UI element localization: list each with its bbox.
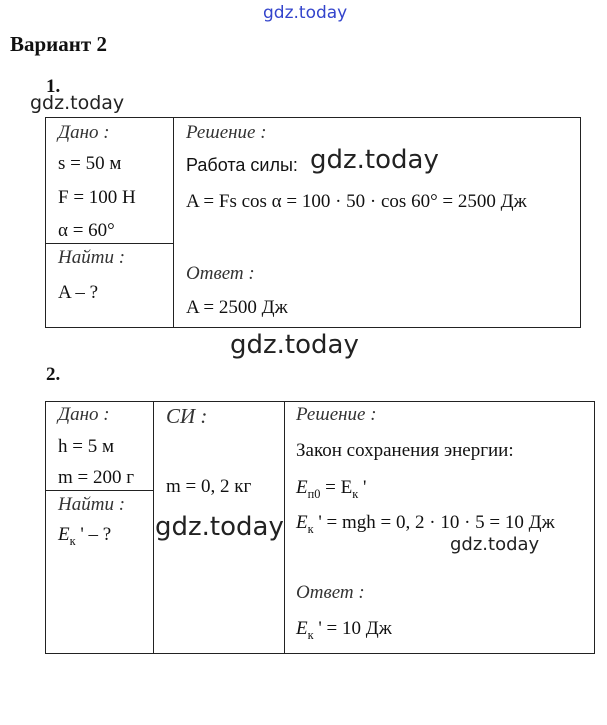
watermark-table2-small: gdz.today	[450, 534, 540, 555]
problem2-given-label: Дано :	[58, 404, 110, 425]
problem2-eq1-mid: = E	[320, 477, 353, 498]
problem2-given-h: h = 5 м	[58, 436, 114, 457]
problem2-eq2-a-sub: к	[307, 521, 314, 536]
problem2-si-label: СИ :	[166, 404, 208, 428]
problem2-eq1-tail: '	[358, 477, 367, 498]
problem1-given-s: s = 50 м	[58, 153, 122, 174]
problem2-eq1-a: E	[296, 477, 308, 498]
problem1-number: 1.	[46, 76, 61, 97]
problem2-answer	[296, 618, 392, 643]
problem2-number: 2.	[46, 364, 61, 385]
problem1-given-alpha: α = 60°	[58, 220, 115, 241]
problem2-eq2-tail: ' = mgh = 0, 2 · 10 · 5 = 10 Дж	[313, 512, 555, 533]
problem1-given-f: F = 100 Н	[58, 187, 136, 208]
problem1-formula: A = Fs cos α = 100 · 50 · cos 60° = 2500 Дж	[186, 191, 527, 212]
watermark-between: gdz.today	[230, 330, 359, 360]
watermark-table1-mid: gdz.today	[310, 145, 439, 175]
problem2-eq1-a-sub: п0	[307, 486, 321, 501]
watermark-table2-mid: gdz.today	[155, 512, 284, 542]
problem1-find: A – ?	[58, 282, 99, 303]
problem2-eq1	[296, 477, 366, 502]
problem2-find-sub: к	[69, 533, 76, 548]
problem2-answer-sub: к	[307, 627, 314, 642]
problem2-eq2-a: E	[296, 512, 308, 533]
problem2-si-value: m = 0, 2 кг	[166, 476, 252, 497]
problem2-find-label: Найти :	[58, 494, 126, 515]
problem2-solution-label: Решение :	[296, 404, 377, 425]
watermark-above-table1: gdz.today	[30, 92, 125, 114]
problem1-solution-text: Работа силы:	[186, 155, 298, 175]
problem2-answer-symbol: E	[296, 618, 308, 639]
problem2-given-m: m = 200 г	[58, 467, 135, 488]
problem1-answer: A = 2500 Дж	[186, 297, 288, 318]
problem1-solution-label: Решение :	[186, 122, 267, 143]
problem1-find-label: Найти :	[58, 247, 126, 268]
problem2-eq1-b-sub: к	[352, 486, 359, 501]
problem2-find-symbol: E	[58, 524, 70, 545]
problem2-find-tail: ' – ?	[75, 524, 112, 545]
watermark-top: gdz.today	[263, 3, 348, 23]
problem1-given-label: Дано :	[58, 122, 110, 143]
problem2-answer-tail: ' = 10 Дж	[313, 618, 392, 639]
problem2-find	[58, 524, 111, 549]
page-title: Вариант 2	[10, 32, 107, 56]
problem1-answer-label: Ответ :	[186, 263, 255, 284]
problem2-answer-label: Ответ :	[296, 582, 365, 603]
problem2-solution-text: Закон сохранения энергии:	[296, 440, 514, 461]
